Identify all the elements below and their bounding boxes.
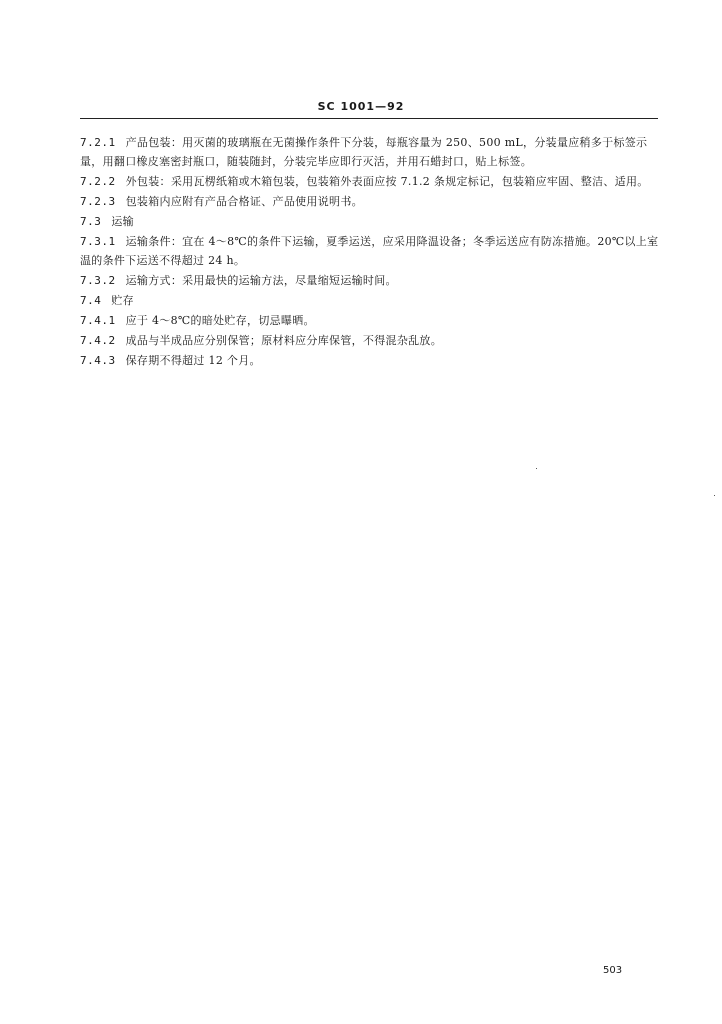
clause-number: 7.3.1 [80,235,116,248]
clause-number: 7.2.1 [80,136,116,149]
section-title: 贮存 [111,294,134,307]
clause-number: 7.4.3 [80,354,116,367]
clause-number: 7.2.3 [80,195,116,208]
scan-speck [714,495,715,496]
document-body [80,133,660,371]
clause-7-3-1 [80,232,660,270]
clause-text: 保存期不得超过 12 个月。 [125,354,261,367]
section-7-3-heading [80,212,660,231]
clause-text: 成品与半成品应分别保管；原材料应分库保管，不得混杂乱放。 [125,334,443,347]
header-rule [80,118,658,119]
clause-number: 7.4.2 [80,334,116,347]
clause-7-3-2 [80,271,660,290]
clause-text: 外包装：采用瓦楞纸箱或木箱包装，包装箱外表面应按 7.1.2 条规定标记，包装箱应牢固、整洁、适用。 [125,175,649,188]
clause-text: 运输方式：采用最快的运输方法，尽量缩短运输时间。 [125,274,397,287]
clause-7-2-2 [80,172,660,191]
scan-speck [536,468,537,469]
clause-7-4-2 [80,331,660,350]
clause-number: 7.2.2 [80,175,116,188]
section-7-4-heading [80,291,660,310]
section-title: 运输 [111,215,134,228]
clause-7-4-3 [80,351,660,370]
clause-number: 7.3.2 [80,274,116,287]
clause-text: 包装箱内应附有产品合格证、产品使用说明书。 [125,195,363,208]
clause-number: 7.4.1 [80,314,116,327]
clause-7-2-3 [80,192,660,211]
clause-7-4-1 [80,311,660,330]
document-code-header: SC 1001—92 [317,100,405,113]
clause-number: 7.4 [80,294,102,307]
clause-text: 运输条件：宜在 4～8℃的条件下运输，夏季运送，应采用降温设备；冬季运送应有防冻措施。20℃以上室温的条件下运送不得超过 24 h。 [80,235,659,267]
page-number: 503 [603,965,623,976]
clause-number: 7.3 [80,215,102,228]
clause-7-2-1 [80,133,660,171]
clause-text: 应于 4～8℃的暗处贮存，切忌曝晒。 [125,314,315,327]
clause-text: 产品包装：用灭菌的玻璃瓶在无菌操作条件下分装，每瓶容量为 250、500 mL，分装量应稍多于标签示量，用翻口橡皮塞密封瓶口，随装随封，分装完毕应即行灭活，并用石蜡封口，贴上标签。 [80,136,648,168]
